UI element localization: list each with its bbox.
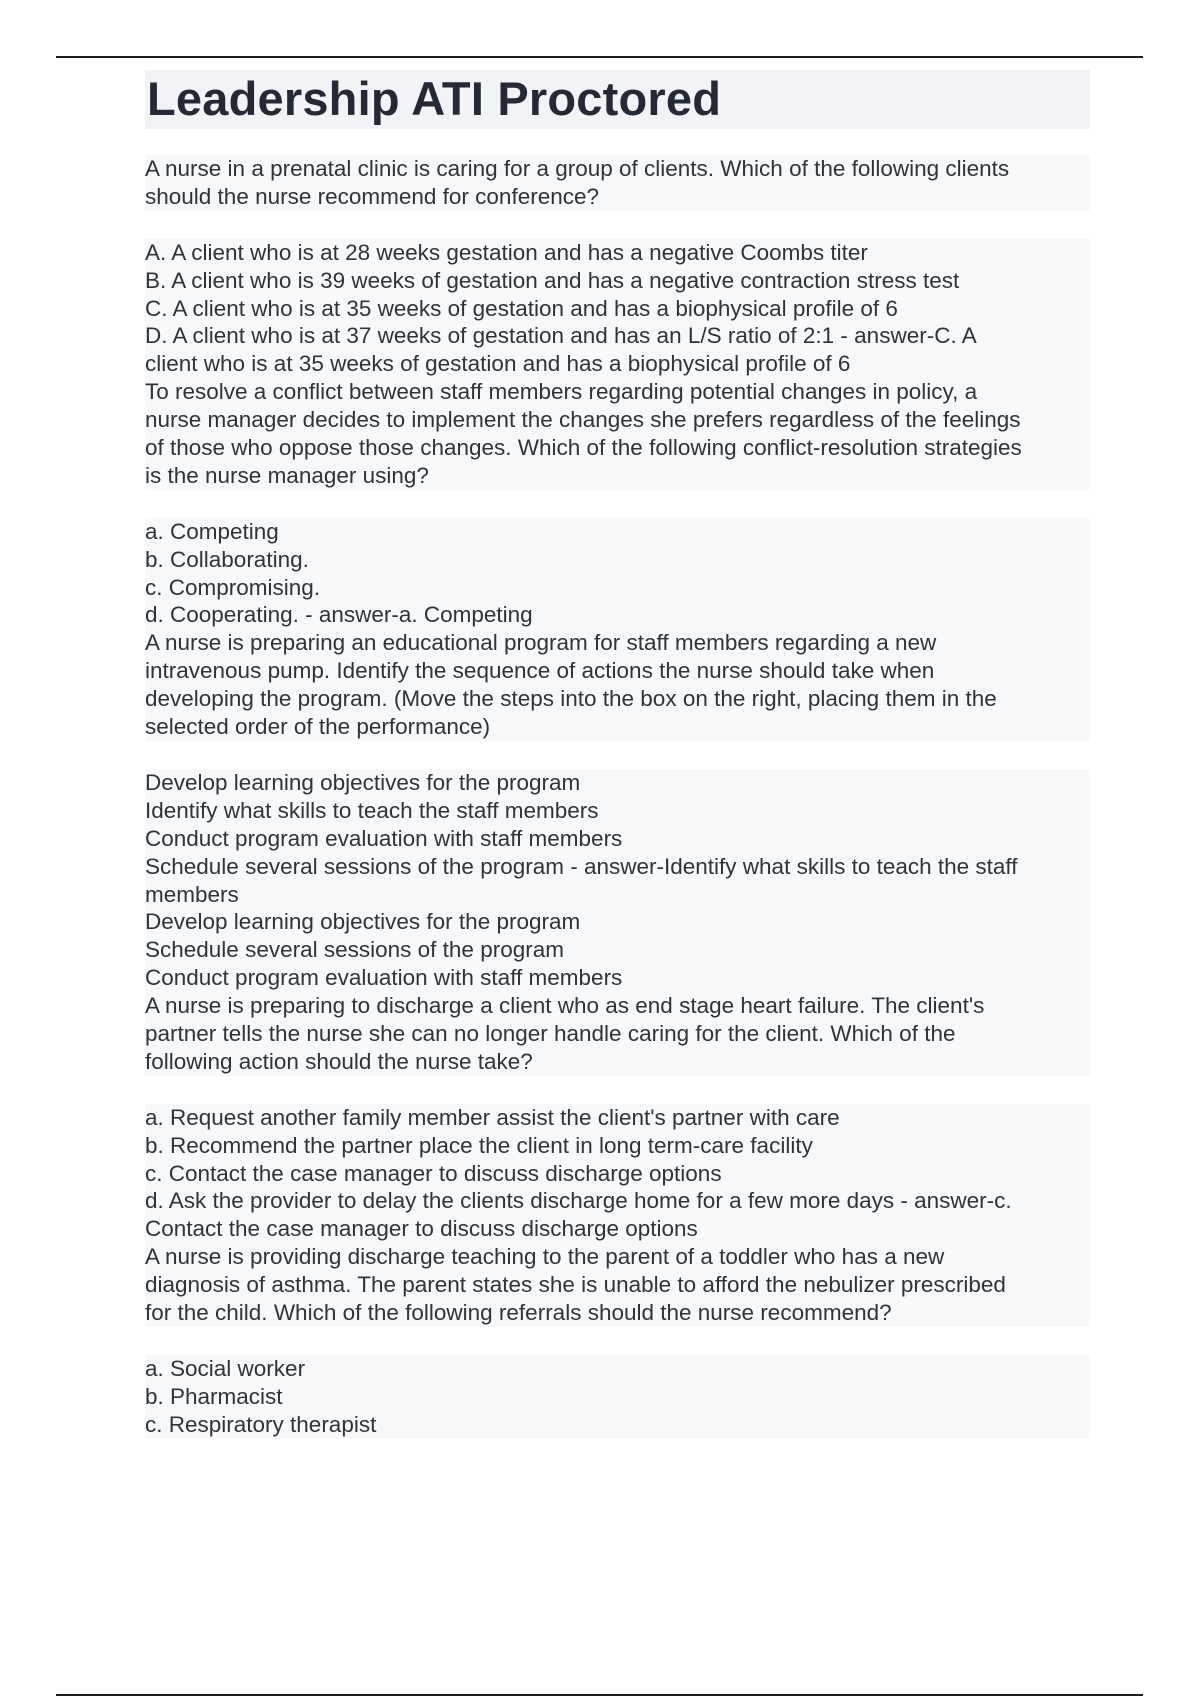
text-line: B. A client who is 39 weeks of gestation and has a negative contraction stress test — [145, 267, 1090, 295]
text-line: developing the program. (Move the steps into the box on the right, placing them in the — [145, 685, 1090, 713]
text-line: a. Social worker — [145, 1355, 1090, 1383]
document-body — [145, 70, 1090, 1439]
text-line: should the nurse recommend for conference? — [145, 183, 1090, 211]
text-line: Contact the case manager to discuss discharge options — [145, 1215, 1090, 1243]
text-line: A. A client who is at 28 weeks gestation and has a negative Coombs titer — [145, 239, 1090, 267]
document-title: Leadership ATI Proctored — [145, 70, 1090, 129]
blank-line — [145, 1327, 1090, 1355]
text-line: A nurse is providing discharge teaching to the parent of a toddler who has a new — [145, 1243, 1090, 1271]
text-line: C. A client who is at 35 weeks of gestation and has a biophysical profile of 6 — [145, 295, 1090, 323]
text-line: Schedule several sessions of the program - answer-Identify what skills to teach the staff — [145, 853, 1090, 881]
text-line: d. Cooperating. - answer-a. Competing — [145, 601, 1090, 629]
blank-line — [145, 1076, 1090, 1104]
text-line: c. Compromising. — [145, 574, 1090, 602]
text-line: Conduct program evaluation with staff members — [145, 964, 1090, 992]
text-line: A nurse is preparing to discharge a client who as end stage heart failure. The client's — [145, 992, 1090, 1020]
text-line: following action should the nurse take? — [145, 1048, 1090, 1076]
top-rule — [56, 56, 1143, 58]
text-line: A nurse is preparing an educational program for staff members regarding a new — [145, 629, 1090, 657]
text-line: Develop learning objectives for the program — [145, 769, 1090, 797]
text-line: To resolve a conflict between staff members regarding potential changes in policy, a — [145, 378, 1090, 406]
text-line: c. Contact the case manager to discuss discharge options — [145, 1160, 1090, 1188]
text-line: members — [145, 881, 1090, 909]
text-line: Schedule several sessions of the program — [145, 936, 1090, 964]
text-line: selected order of the performance) — [145, 713, 1090, 741]
blank-line — [145, 490, 1090, 518]
text-line: of those who oppose those changes. Which of the following conflict-resolution strategies — [145, 434, 1090, 462]
text-line: nurse manager decides to implement the changes she prefers regardless of the feelings — [145, 406, 1090, 434]
bottom-rule — [56, 1694, 1143, 1696]
text-line: Develop learning objectives for the program — [145, 908, 1090, 936]
text-line: b. Pharmacist — [145, 1383, 1090, 1411]
blank-line — [145, 741, 1090, 769]
document-text — [145, 155, 1090, 1439]
text-line: b. Recommend the partner place the client in long term-care facility — [145, 1132, 1090, 1160]
blank-line — [145, 211, 1090, 239]
text-line: a. Competing — [145, 518, 1090, 546]
text-line: partner tells the nurse she can no longer handle caring for the client. Which of the — [145, 1020, 1090, 1048]
text-line: D. A client who is at 37 weeks of gestation and has an L/S ratio of 2:1 - answer-C. A — [145, 322, 1090, 350]
text-line: Identify what skills to teach the staff members — [145, 797, 1090, 825]
text-line: d. Ask the provider to delay the clients discharge home for a few more days - answer-c. — [145, 1187, 1090, 1215]
text-line: client who is at 35 weeks of gestation and has a biophysical profile of 6 — [145, 350, 1090, 378]
text-line: A nurse in a prenatal clinic is caring for a group of clients. Which of the following clients — [145, 155, 1090, 183]
text-line: is the nurse manager using? — [145, 462, 1090, 490]
text-line: Conduct program evaluation with staff members — [145, 825, 1090, 853]
text-line: diagnosis of asthma. The parent states she is unable to afford the nebulizer prescribed — [145, 1271, 1090, 1299]
text-line: intravenous pump. Identify the sequence of actions the nurse should take when — [145, 657, 1090, 685]
text-line: a. Request another family member assist the client's partner with care — [145, 1104, 1090, 1132]
text-line: for the child. Which of the following referrals should the nurse recommend? — [145, 1299, 1090, 1327]
text-line: c. Respiratory therapist — [145, 1411, 1090, 1439]
text-line: b. Collaborating. — [145, 546, 1090, 574]
